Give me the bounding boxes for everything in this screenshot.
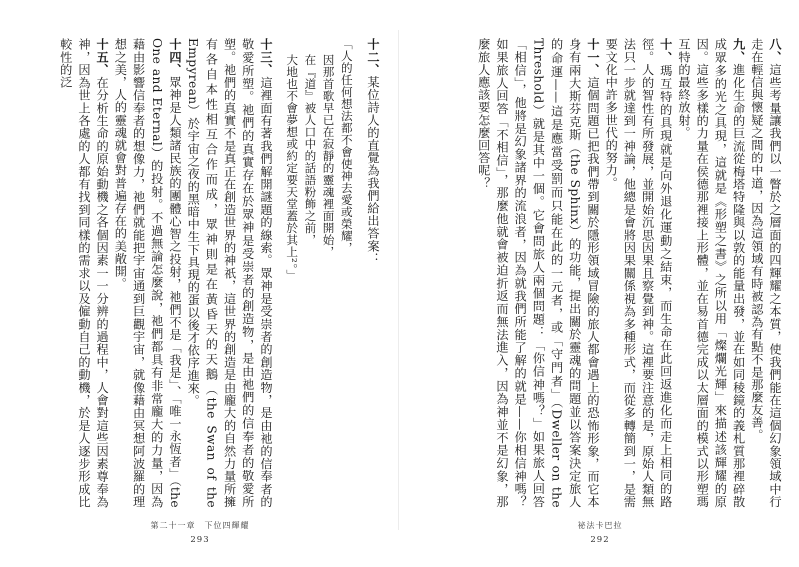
gutter-divider xyxy=(398,30,399,530)
paragraph-text: 瑪互特的具現就是向外退化運動之結束，而生命在此回返進化而走上相同的路徑。人的智性有所發展，並開始沉思因果且察覺到神。這裡要注意的是，原始人類無法只一步就達到一神論，他總是會將因果關係視為多種形式，而從多轉簡到一，是需要文化中許多世代的努力。 xyxy=(604,38,673,508)
page-number: 293 xyxy=(190,535,210,545)
quote-line: 在『道』被人口中的話語粉飾之前， xyxy=(303,54,318,246)
paragraph-number: 十一、 xyxy=(585,38,600,77)
paragraph-text: 在分析生命的原始動機之各個因素一一分辨的過程中，人會對這些因素尊奉為神，因為世上各處的人都有找到同樣的需求以及僱動自己的動機，於是人逐步形成比較性的泛 xyxy=(58,38,110,508)
paragraph-number: 十五、 xyxy=(95,38,110,77)
paragraph-text: 這些考量讓我們以一瞥於之層面的四輝耀之本質，使我們能在這個幻象領域中行走在輕信與懷疑之間的中道，因為這領域有時被認為有點不是那麼友善。 xyxy=(749,38,782,508)
right-page-body xyxy=(416,38,784,508)
left-page xyxy=(10,0,390,567)
paragraph-11 xyxy=(475,38,602,508)
paragraph-13 xyxy=(184,38,275,508)
paragraph-8 xyxy=(748,38,784,508)
paragraph-text: 這個問題已把我們帶到關於隱形領域冒險的旅人都會遇上的恐怖形象，而它本身有兩大斯芬克斯（the Sphinx）的功能，提出關於靈魂的問題並以答案決定旅人的命運——這是應當受罰而只能在此的一元者，或「守門者」（Dweller on the Threshold）就是其中一個。它會問旅人兩個問題：「你信神嗎？」如果旅人回答「相信」，他將是幻象諸界的流浪者，因為就我們所能了解的就是——你相信神嗎？如果旅人回答「不相信」，那麼他就會被迫折返而無法進入，因為神並不是幻象，那麼旅人應該要怎麼回答呢？ xyxy=(476,38,600,508)
running-head: 祕法卡巴拉 xyxy=(577,521,623,530)
paragraph-text: 這裡面有著我們解開謎題的線索。眾神是受崇者的創造物，是由祂的信奉者的敬愛所塑。祂們的真實存在於眾神是受崇者的創造物，是由祂們的信奉者的敬愛所塑。祂們的真實不是真正在創造世界的神祇，這世界的創造是由龐大的自然力量所擁有各自本性相互合作而成，眾神則是在黃昏天的天鵝（the Swan of the Empyrean）於宇宙之夜的黑暗中生下具現的蛋以後才依序進來。 xyxy=(186,38,273,508)
right-page xyxy=(410,0,790,567)
paragraph-14 xyxy=(111,38,184,508)
paragraph-number: 十、 xyxy=(658,38,673,65)
running-head: 第二十一章 下位四輝耀 xyxy=(150,521,250,530)
paragraph-text: 某位詩人的直覺為我們給出答案： xyxy=(366,75,380,265)
paragraph-number: 十四、 xyxy=(167,38,182,76)
paragraph-text: 眾神是人類諸民族的團體心智之投射，祂們不是「我是」、「唯一永恆者」（the One and Eternal）的投射。不過無論怎麼說，祂們都具有非常龐大的力量，因為藉由影響信奉者的想像力，祂們就能把宇宙通到巨觀宇宙，就像藉由冥想阿波羅的理想之美，人的靈魂就會對普遍存在的美敞開。 xyxy=(113,38,182,508)
poem-quote xyxy=(283,38,356,508)
paragraph-12 xyxy=(364,38,382,508)
left-page-body xyxy=(18,38,382,508)
quote-line: 因那首歌早已在寂靜的靈魂裡面開始， xyxy=(321,54,336,258)
left-folio xyxy=(10,520,390,545)
paragraph-number: 十二、 xyxy=(366,38,380,76)
paragraph-number: 八、 xyxy=(768,38,782,64)
paragraph-text: 進化生命的巨流從梅塔特隆與以敦的能量出發，並在如同稜鏡的義札質那裡碎散成眾多的光之具現，這就是《形塑之書》之所以用「燦爛光輝」來描述該輝耀的原因。這些多樣的力量在侯德那裡接上形體，並在易首德完成以太層面的模式以形塑瑪互特的最終放射。 xyxy=(676,38,746,508)
quote-line: 「人的任何想法都不會使神去愛或榮耀， xyxy=(339,38,354,254)
quote-line: 大地也不會夢想或約定要天堂蓋於其上²。」 xyxy=(285,54,300,282)
page-number: 292 xyxy=(590,535,610,545)
paragraph-number: 九、 xyxy=(731,38,746,64)
paragraph-9 xyxy=(675,38,748,508)
paragraph-15 xyxy=(57,38,112,508)
right-folio xyxy=(410,520,790,545)
paragraph-number: 十三、 xyxy=(258,38,273,77)
paragraph-10 xyxy=(602,38,675,508)
